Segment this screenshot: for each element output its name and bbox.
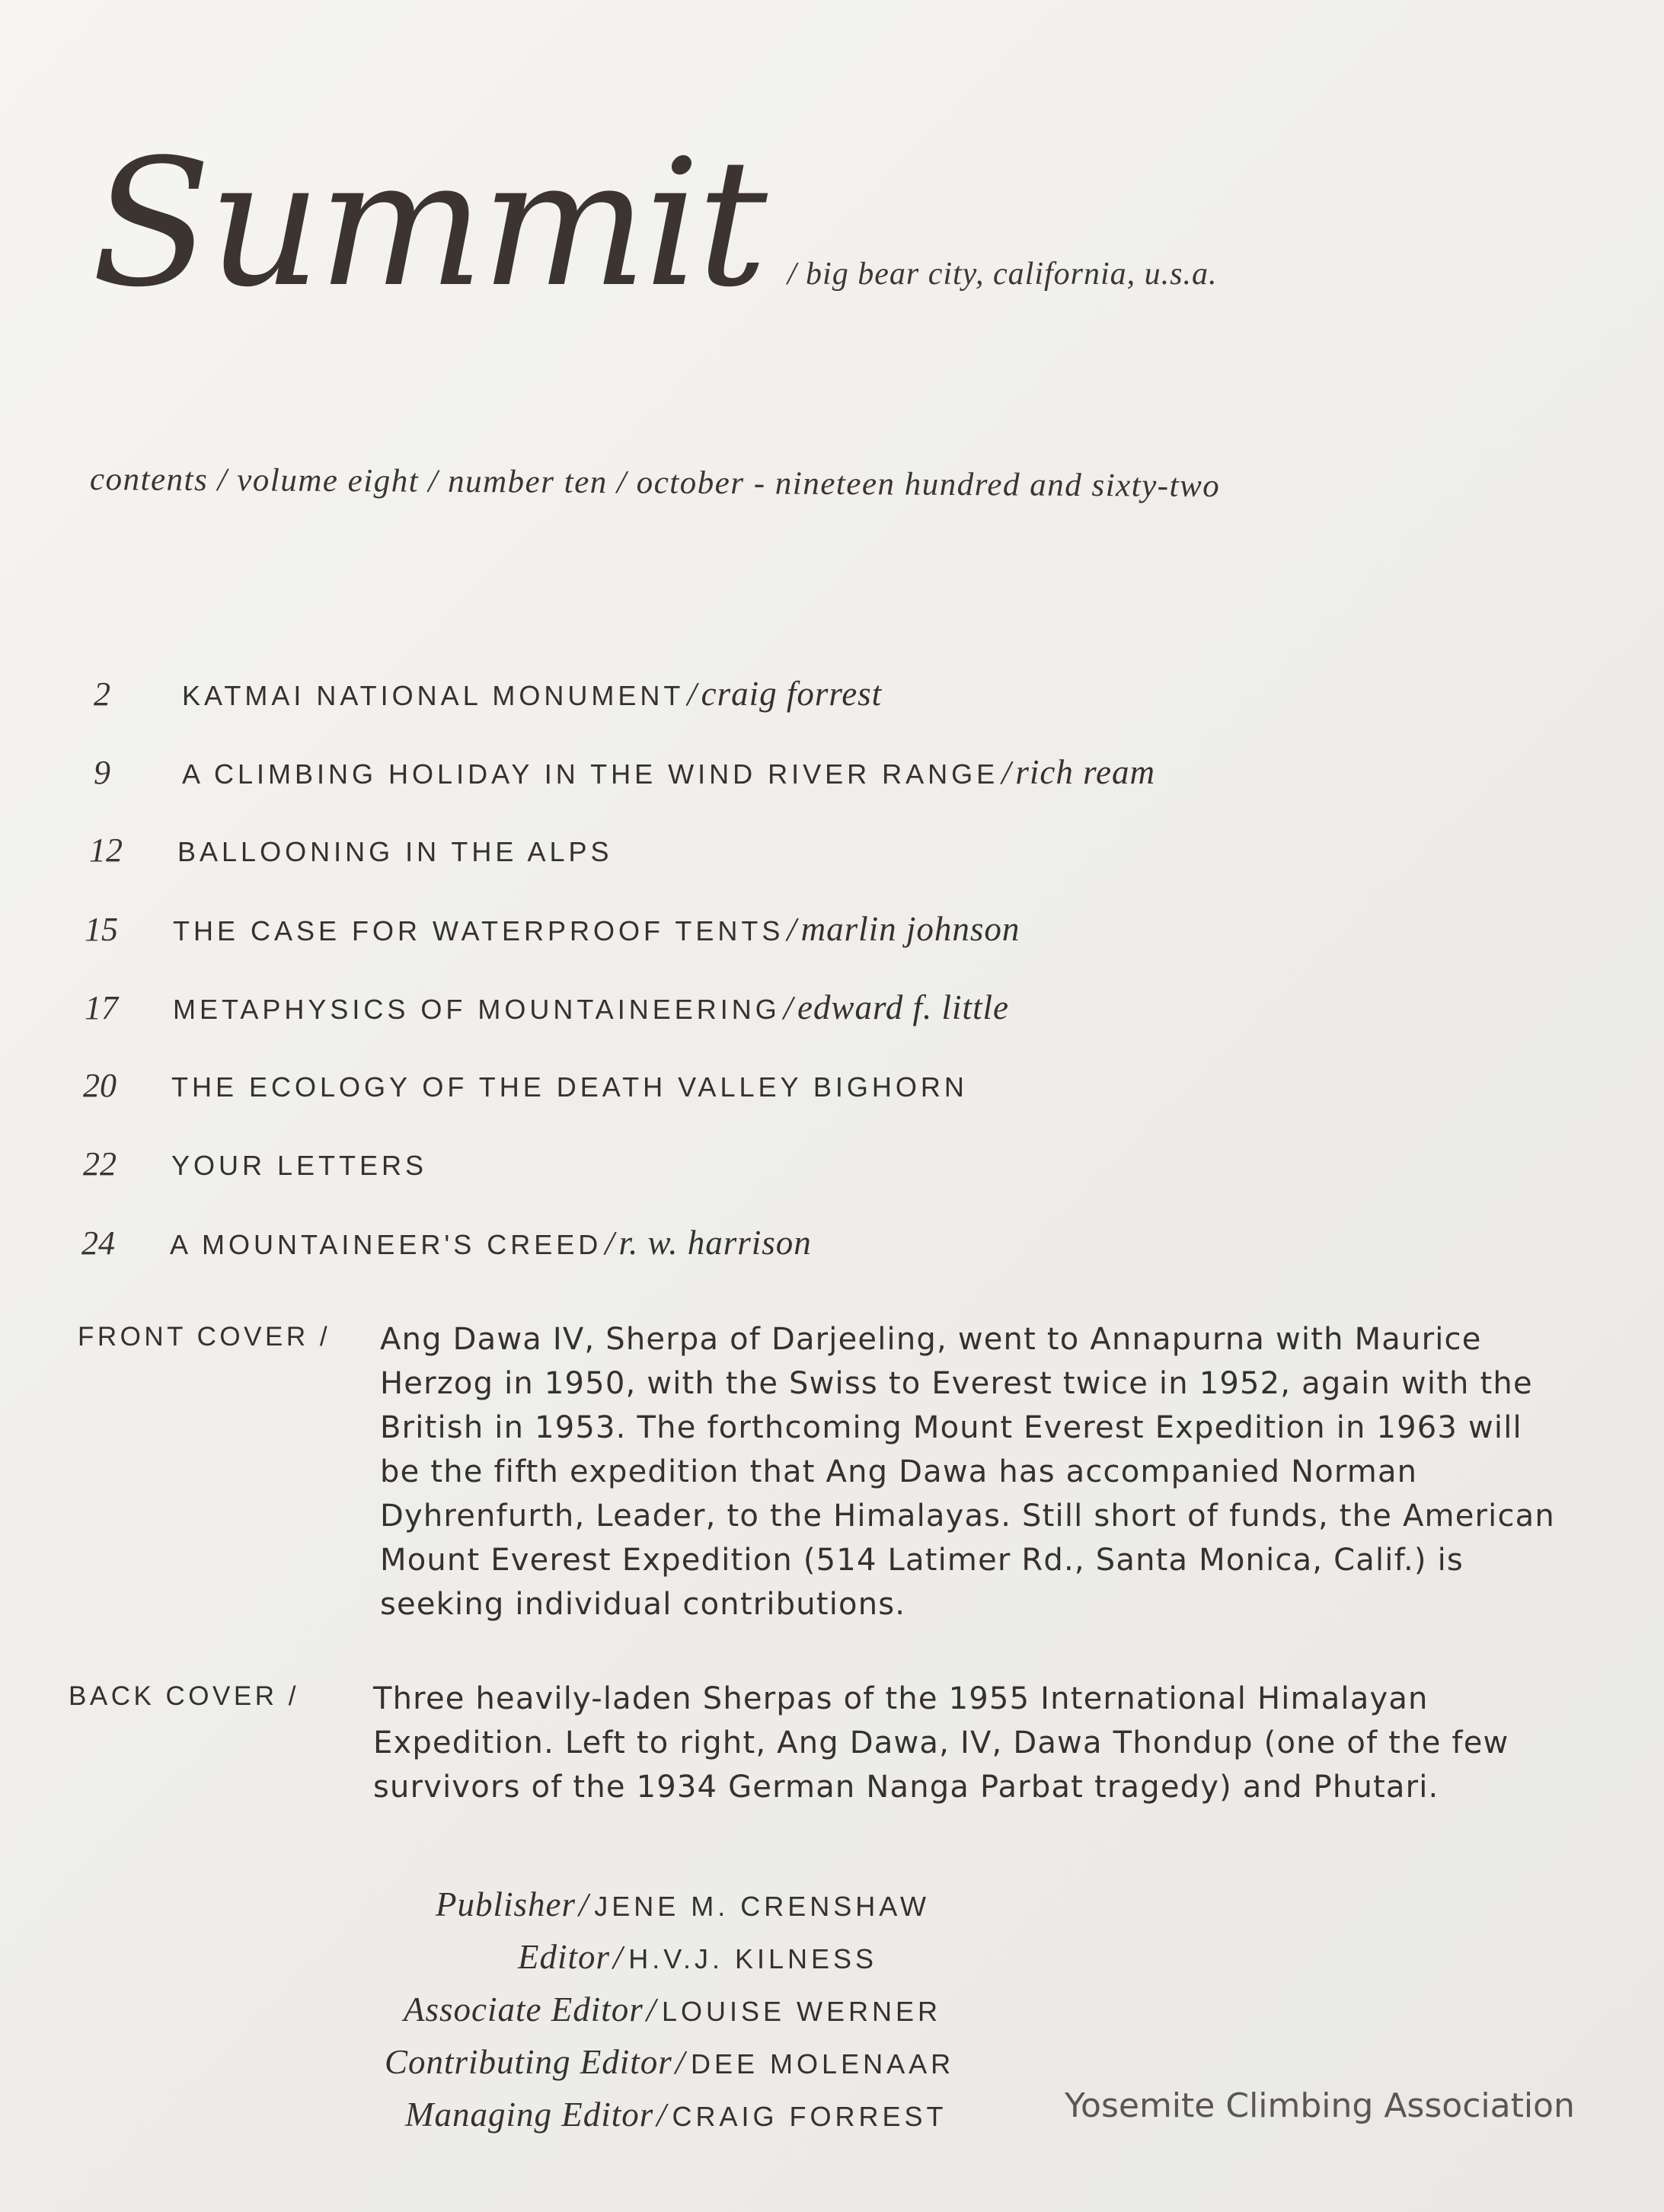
toc-title: A MOUNTAINEER'S CREED	[170, 1229, 602, 1260]
separator: /	[613, 1939, 623, 1976]
toc-title: METAPHYSICS OF MOUNTAINEERING	[173, 994, 781, 1025]
toc-entry	[83, 674, 1519, 752]
staff-name: LOUISE WERNER	[661, 1996, 941, 2027]
separator: /	[675, 2044, 685, 2081]
front-cover-label: FRONT COVER /	[78, 1322, 331, 1352]
front-cover-text: Ang Dawa IV, Sherpa of Darjeeling, went to Annapurna with Maurice Herzog in 1950, with the Swiss to Everest twice in 1952, again with the British in 1953. The forthcoming Mount Everest Expedition in 1963 will be the fifth expedition that Ang Dawa has accompanied Norman Dyhrenfurth, Leader, to the Himalayas. Still short of funds, the American Mount Everest Expedition (514 Latimer Rd., Santa Monica, Calif.) is seeking individual contributions.	[380, 1322, 1555, 1622]
staff-name: CRAIG FORREST	[672, 2101, 947, 2132]
toc-entry	[72, 1066, 1519, 1144]
toc-author: rich ream	[1015, 753, 1155, 791]
toc-entry	[78, 831, 1519, 909]
staff-role: Managing Editor	[405, 2095, 654, 2134]
toc-page-number: 15	[85, 911, 118, 948]
toc-entry	[74, 909, 1519, 988]
toc-page-number: 24	[81, 1224, 115, 1262]
magazine-logo: Summit	[91, 123, 765, 326]
staff-name: JENE M. CRENSHAW	[594, 1891, 930, 1922]
toc-title: KATMAI NATIONAL MONUMENT	[182, 680, 685, 711]
separator: /	[787, 911, 797, 948]
watermark-text: Yosemite Climbing Association	[1065, 2086, 1575, 2125]
staff-name: DEE MOLENAAR	[691, 2048, 955, 2080]
toc-author: edward f. little	[797, 988, 1010, 1026]
toc-title: BALLOONING IN THE ALPS	[177, 836, 613, 867]
staff-role: Associate Editor	[404, 1990, 644, 2028]
staff-entry	[404, 1990, 1218, 2042]
toc-entry	[72, 1144, 1519, 1223]
separator: /	[687, 675, 697, 713]
separator: /	[646, 1991, 656, 2028]
separator: /	[656, 2096, 666, 2134]
separator: /	[1001, 754, 1011, 791]
toc-title: THE CASE FOR WATERPROOF TENTS	[173, 915, 784, 946]
back-cover-text: Three heavily-laden Sherpas of the 1955 International Himalayan Expedition. Left to right, Ang Dawa, IV, Dawa Thondup (one of the few survivors of the 1934 German Nanga Parbat tragedy) and Phutari.	[373, 1681, 1509, 1805]
toc-author: craig forrest	[701, 675, 883, 713]
toc-page-number: 17	[85, 989, 118, 1026]
issue-line: contents / volume eight / number ten / october - nineteen hundred and sixty-two	[89, 461, 1221, 505]
masthead	[91, 123, 1218, 326]
toc-page-number: 12	[89, 831, 123, 869]
toc-entry	[71, 1223, 1519, 1301]
separator: /	[579, 1886, 589, 1923]
toc-entry	[83, 752, 1519, 831]
toc-entry	[74, 988, 1519, 1066]
toc-page-number: 20	[83, 1067, 117, 1104]
separator: /	[783, 989, 793, 1026]
staff-entry	[436, 1885, 1218, 1937]
toc-author: marlin johnson	[800, 910, 1020, 948]
separator: /	[605, 1224, 615, 1262]
masthead-location: / big bear city, california, u.s.a.	[787, 257, 1218, 292]
toc-page-number: 9	[94, 754, 110, 791]
staff-entry	[518, 1937, 1218, 1990]
back-cover-label: BACK COVER /	[69, 1681, 299, 1711]
toc-title: YOUR LETTERS	[171, 1150, 428, 1181]
toc-page-number: 2	[94, 675, 110, 713]
staff-role: Publisher	[436, 1885, 576, 1923]
table-of-contents	[72, 674, 1519, 1301]
staff-role: Contributing Editor	[385, 2043, 672, 2081]
toc-author: r. w. harrison	[618, 1224, 812, 1262]
toc-title: A CLIMBING HOLIDAY IN THE WIND RIVER RANGE	[182, 758, 999, 790]
staff-role: Editor	[518, 1938, 611, 1976]
toc-title: THE ECOLOGY OF THE DEATH VALLEY BIGHORN	[171, 1071, 968, 1103]
staff-name: H.V.J. KILNESS	[628, 1943, 878, 1974]
toc-page-number: 22	[83, 1145, 117, 1183]
